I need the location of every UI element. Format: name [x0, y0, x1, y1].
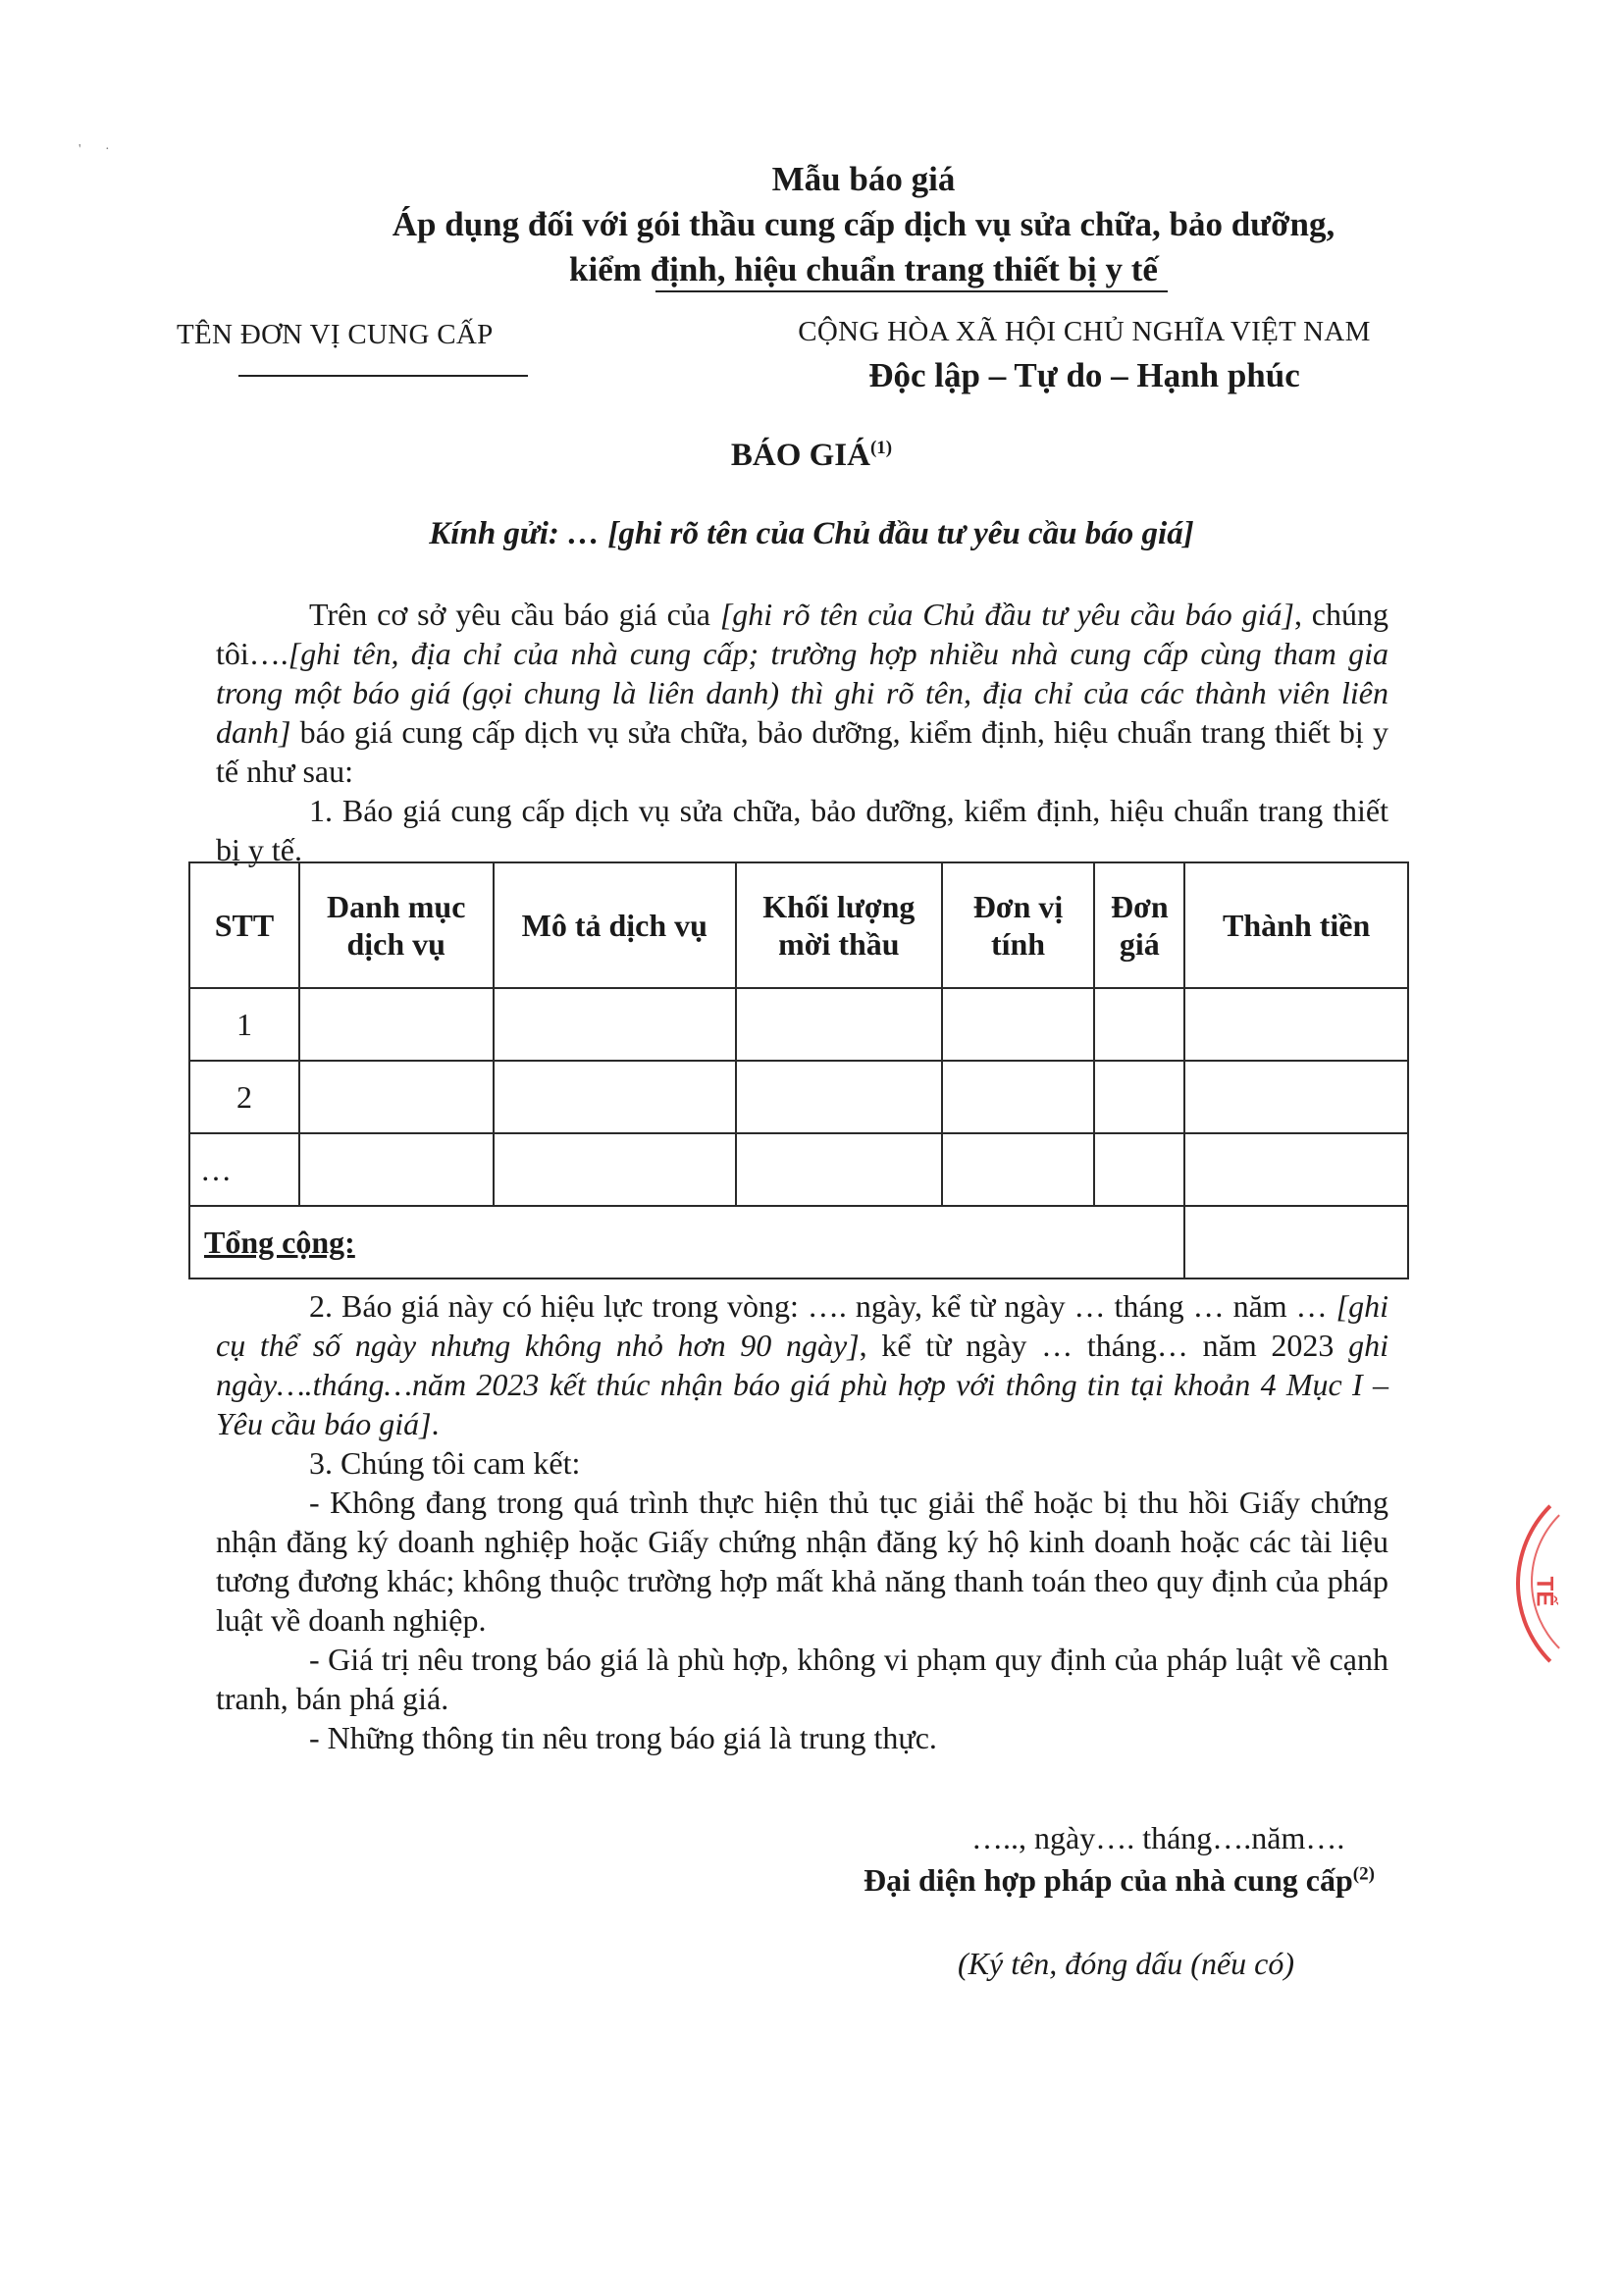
provider-underline [238, 375, 528, 377]
form-title: Mẫu báo giá [771, 160, 956, 198]
row-number: 1 [189, 988, 299, 1061]
col-header-service-category: Danh mục dịch vụ [299, 862, 494, 988]
item-3-heading: 3. Chúng tôi cam kết: [309, 1445, 581, 1481]
representative-title: Đại diện hợp pháp của nhà cung cấp$^{(2)}$ [864, 1862, 1375, 1898]
intro-section [216, 595, 1388, 869]
country-name: CỘNG HÒA XÃ HỘI CHỦ NGHĨA VIỆT NAM [798, 316, 1371, 347]
scan-speck: ' · [79, 142, 110, 157]
document-title-footnote: (1) [869, 438, 893, 458]
col-header-quantity: Khối lượng mời thầu [736, 862, 942, 988]
national-motto: Độc lập – Tự do – Hạnh phúc [868, 356, 1300, 394]
form-subtitle-line1: Áp dụng đối với gói thầu cung cấp dịch vụ sửa chữa, bảo dưỡng, [392, 205, 1335, 243]
recipient-line: Kính gửi: … [ghi rõ tên của Chủ đầu tư yêu cầu báo giá] [429, 516, 1194, 551]
form-title-block [294, 157, 1433, 292]
item-2-paragraph: 2. Báo giá này có hiệu lực trong vòng: …. ngày, kể từ ngày … tháng … năm … [ghi cụ thể số ngày nhưng không nhỏ hơn 90 ngày], kể từ ngày … tháng… năm 2023 ghi ngày….tháng…năm 2023 kết thúc nhận báo giá phù hợp với thông tin tại khoản 4 Mục I – Yêu cầu báo giá]. [216, 1288, 1389, 1441]
document-title [0, 438, 1623, 474]
date-line: ….., ngày…. tháng….năm…. [971, 1820, 1345, 1855]
terms-section [216, 1286, 1388, 1757]
col-header-unit: Đơn vị tính [942, 862, 1095, 988]
col-header-amount: Thành tiền [1184, 862, 1408, 988]
title-underline [655, 290, 1168, 292]
table-header-row [189, 862, 1408, 988]
commitment-2: - Giá trị nêu trong báo giá là phù hợp, không vi phạm quy định của pháp luật về cạnh tranh, bán phá giá. [216, 1642, 1388, 1716]
table-row [189, 1061, 1408, 1133]
total-label: Tổng cộng: [189, 1206, 1184, 1278]
table-row [189, 988, 1408, 1061]
total-value-cell [1184, 1206, 1408, 1278]
col-header-unit-price: Đơn giá [1094, 862, 1184, 988]
commitment-1: - Không đang trong quá trình thực hiện thủ tục giải thể hoặc bị thu hồi Giấy chứng nhận đăng ký doanh nghiệp hoặc Giấy chứng nhận đăng ký hộ kinh doanh hoặc các tài liệu tương đương khác; không thuộc trường hợp mất khả năng thanh toán theo quy định của pháp luật về doanh nghiệp. [216, 1485, 1388, 1638]
national-header [765, 316, 1403, 395]
stamp-text: TẾ [1531, 1576, 1558, 1607]
commitment-3: - Những thông tin nêu trong báo giá là trung thực. [309, 1720, 937, 1755]
provider-name-label: TÊN ĐƠN VỊ CUNG CẤP [177, 319, 494, 350]
table-total-row [189, 1206, 1408, 1278]
intro-paragraph: Trên cơ sở yêu cầu báo giá của [ghi rõ tên của Chủ đầu tư yêu cầu báo giá], chúng tôi….[ghi tên, địa chỉ của nhà cung cấp; trường hợp nhiều nhà cung cấp cùng tham gia trong một báo giá (gọi chung là liên danh) thì ghi rõ tên, địa chỉ của các thành viên liên danh] báo giá cung cấp dịch vụ sửa chữa, bảo dưỡng, kiểm định, hiệu chuẩn trang thiết bị y tế như sau: [216, 597, 1389, 789]
item-1-paragraph: 1. Báo giá cung cấp dịch vụ sửa chữa, bảo dưỡng, kiểm định, hiệu chuẩn trang thiết bị y tế. [216, 793, 1388, 867]
row-number: 2 [189, 1061, 299, 1133]
quotation-table [188, 861, 1409, 1279]
col-header-stt: STT [189, 862, 299, 988]
col-header-service-description: Mô tả dịch vụ [494, 862, 736, 988]
document-title-text: BÁO GIÁ [730, 438, 870, 473]
form-subtitle-line2: kiểm định, hiệu chuẩn trang thiết bị y tế [569, 250, 1158, 288]
row-number: … [189, 1133, 299, 1206]
table-row [189, 1133, 1408, 1206]
signature-instruction: (Ký tên, đóng dấu (nếu có) [958, 1946, 1295, 1981]
